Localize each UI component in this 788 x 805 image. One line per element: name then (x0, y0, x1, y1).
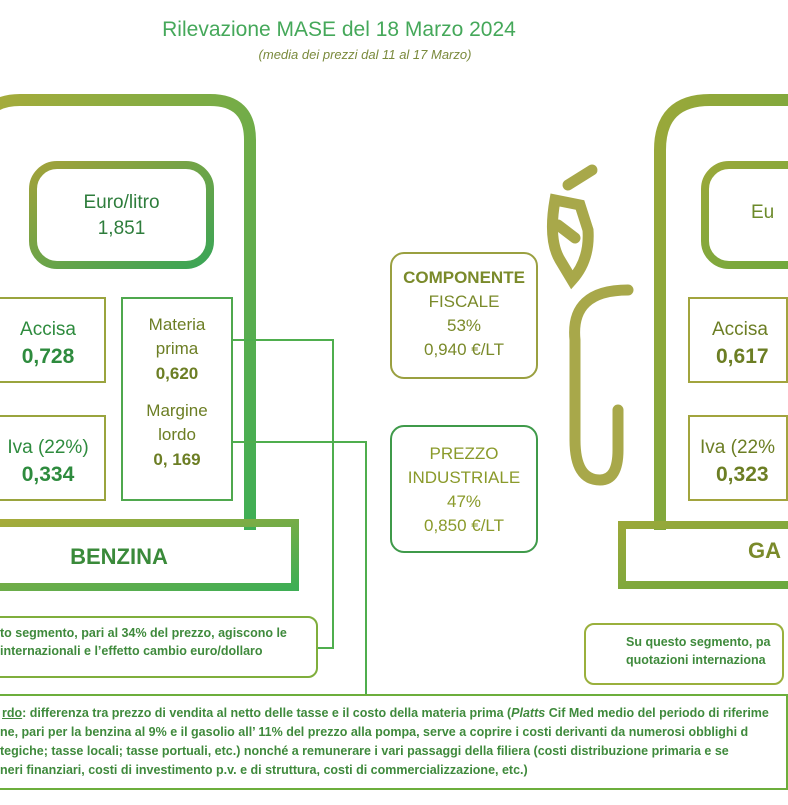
industrial-title-1: PREZZO (429, 444, 499, 463)
fiscal-title-1: COMPONENTE (403, 268, 525, 287)
page-subtitle: (media dei prezzi dal 11 al 17 Marzo) (258, 47, 472, 62)
gasolio-iva-box (688, 415, 788, 501)
fiscal-value: 0,940 €/LT (423, 340, 505, 359)
benzina-materia-margine-box (121, 297, 233, 501)
benzina-iva-box (0, 415, 106, 501)
nozzle-icon (552, 170, 628, 480)
benzina-iva-label: Iva (22%) (7, 437, 89, 458)
benzina-materia-label-2: prima (155, 339, 199, 358)
benzina-margine-value: 0, 169 (153, 450, 201, 469)
gasolio-fuel-name: GA (748, 538, 781, 563)
gasolio-accisa-label: Accisa (712, 319, 768, 340)
benzina-price-value: 1,851 (97, 218, 146, 239)
page-title: Rilevazione MASE del 18 Marzo 2024 (162, 18, 516, 41)
footer-line-1-text: : differenza tra prezzo di vendita al netto delle tasse e il costo della materia prima ( (22, 706, 512, 720)
fiscal-title-2: FISCALE (428, 292, 500, 311)
footer-line-1 (0, 704, 776, 723)
fiscal-percent: 53% (446, 316, 482, 335)
footer-line-1-end: Cif Med medio del periodo di riferime (545, 706, 769, 720)
benzina-accisa-value: 0,728 (21, 345, 75, 368)
benzina-note-text: to segmento, pari al 34% del prezzo, agiscono le internazionali e l’effetto cambio euro/dollaro (0, 626, 287, 658)
benzina-margine-label-1: Margine (146, 401, 208, 420)
footer-line-2: ne, pari per la benzina al 9% e il gasolio all’ 11% del prezzo alla pompa, serve a coprire i costi derivanti da numerosi obblighi d (0, 725, 749, 739)
benzina-iva-value: 0,334 (21, 463, 75, 486)
footer-line-1-prefix: rdo (2, 706, 23, 720)
benzina-margine-label-2: lordo (158, 425, 196, 444)
margine-lordo-definition (0, 694, 788, 790)
benzina-materia-note (0, 616, 318, 678)
industrial-price-box (390, 425, 538, 553)
gasolio-accisa-box (688, 297, 788, 383)
benzina-price-screen (37, 190, 206, 242)
gasolio-price-label: Eu (751, 202, 775, 223)
gasolio-iva-label: Iva (22% (700, 437, 775, 458)
benzina-fuel-name: BENZINA (70, 544, 168, 569)
gasolio-accisa-value: 0,617 (716, 345, 769, 368)
footer-line-1-italic: Platts (511, 706, 546, 720)
industrial-value: 0,850 €/LT (423, 516, 505, 535)
footer-line-3: tegiche; tasse locali; tasse portuali, etc.) nonché a remunerare i vari passaggi della filiera (costi distribuzione primaria e se (0, 744, 729, 758)
benzina-accisa-label: Accisa (20, 319, 76, 340)
gasolio-iva-value: 0,323 (716, 463, 769, 486)
benzina-materia-value: 0,620 (155, 364, 199, 383)
industrial-title-2: INDUSTRIALE (407, 468, 521, 487)
benzina-materia-label-1: Materia (148, 315, 206, 334)
footer-line-4: neri finanziari, costi di investimento p.v. e di struttura, costi di commercializzazione, etc.) (0, 763, 528, 777)
benzina-accisa-box (0, 297, 106, 383)
benzina-price-label: Euro/litro (83, 192, 160, 213)
gasolio-materia-note (584, 623, 784, 685)
gasolio-note-line-2: quotazioni internaziona (626, 653, 766, 667)
fiscal-component-box (390, 252, 538, 379)
gasolio-note-line-1: Su questo segmento, pa (626, 635, 771, 649)
industrial-percent: 47% (446, 492, 482, 511)
